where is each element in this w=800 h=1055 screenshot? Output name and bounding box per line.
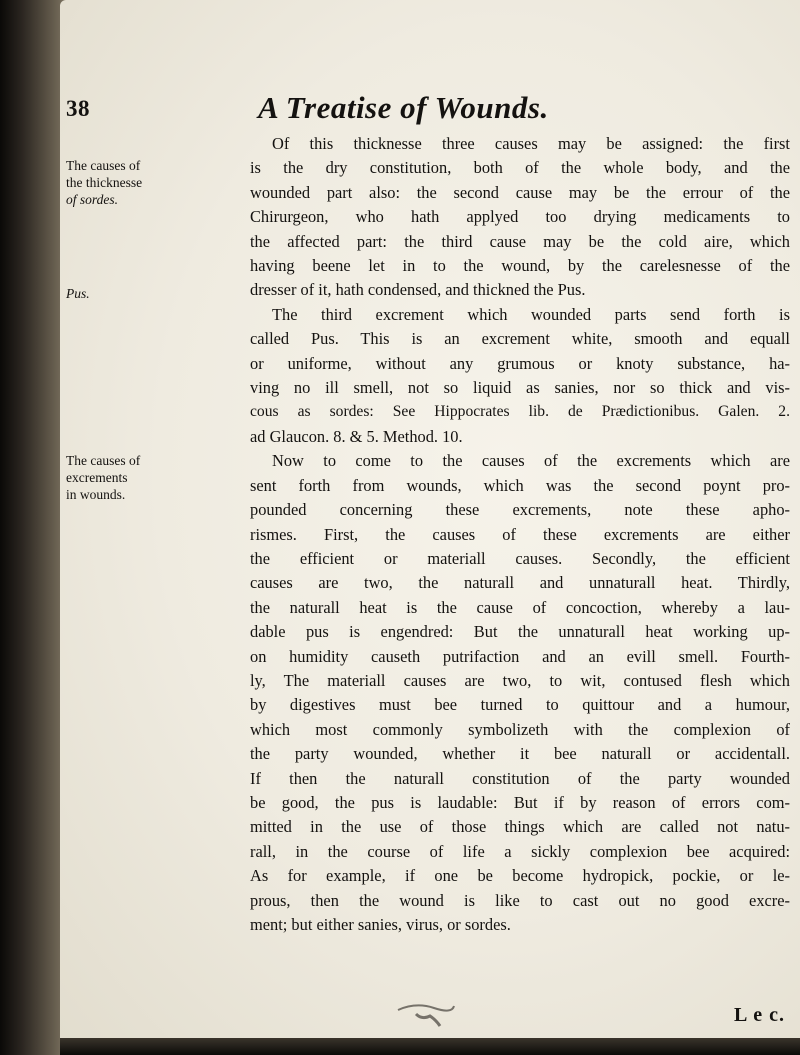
body-line: As for example, if one be become hydropick, pockie, or le- [250,866,790,886]
body-line: sent forth from wounds, which was the second poynt pro- [250,475,790,495]
margin-note-causes-of-excrements [66,452,166,503]
margin-note-line: in wounds. [66,487,126,502]
body-line: Now to come to the causes of the excrements which are [272,451,790,471]
body-line: by digestives must bee turned to quittour and a humour, [250,695,790,715]
body-line: prous, then the wound is like to cast out no good excre- [250,890,790,910]
ink-smudge-ornament [396,1000,456,1030]
body-line: having beene let in to the wound, by the carelesnesse of the [250,256,790,276]
body-line: which most commonly symbolizeth with the complexion of [250,719,790,739]
body-line: called Pus. This is an excrement white, smooth and equall [250,329,790,349]
margin-note-line: The causes of [66,453,141,468]
body-line: cous as sordes: See Hippocrates lib. de Prædictionibus. Galen. 2. [250,403,790,421]
body-line: rismes. First, the causes of these excrements are either [250,524,790,544]
body-line: dable pus is engendred: But the unnaturall heat working up- [250,622,790,642]
margin-note-line: The causes of [66,158,141,173]
body-line: pounded concerning these excrements, note these apho- [250,500,790,520]
body-line: rall, in the course of life a sickly complexion bee acquired: [250,841,790,861]
body-line: ment; but either sanies, virus, or sordes. [250,915,511,934]
margin-note-line: the thicknesse [66,175,143,190]
body-line: the affected part: the third cause may be the cold aire, which [250,231,790,251]
margin-note-pus [66,285,166,302]
body-line: the efficient or materiall causes. Secondly, the efficient [250,548,790,568]
catchword: L e c. [734,1004,785,1026]
body-line: mitted in the use of those things which are called not natu- [250,817,790,837]
page-number: 38 [66,96,90,121]
margin-note-line: of sordes. [66,192,119,207]
body-line: ving no ill smell, not so liquid as sanies, nor so thick and vis- [250,378,790,398]
body-line: or uniforme, without any grumous or knoty substance, ha- [250,353,790,373]
body-line: the naturall heat is the cause of concoction, whereby a lau- [250,597,790,617]
body-line: be good, the pus is laudable: But if by reason of errors com- [250,792,790,812]
body-line: the party wounded, whether it bee naturall or accidentall. [250,744,790,764]
body-line: is the dry constitution, both of the whole body, and the [250,158,790,178]
margin-note-line: Pus. [66,286,90,301]
body-line: dresser of it, hath condensed, and thickned the Pus. [250,280,586,300]
body-line: Of this thicknesse three causes may be assigned: the first [272,134,790,153]
body-line: If then the naturall constitution of the party wounded [250,768,790,788]
body-line: ad Glaucon. 8. & 5. Method. 10. [250,426,463,446]
body-line: wounded part also: the second cause may be the errour of the [250,182,790,202]
margin-note-causes-of-thicknesse [66,157,166,208]
body-line: Chirurgeon, who hath applyed too drying medicaments to [250,207,790,227]
margin-note-line: excrements [66,470,128,485]
body-line: The third excrement which wounded parts send forth is [272,304,790,324]
page-bottom-shadow [60,1038,800,1055]
body-text [250,132,790,937]
body-line: on humidity causeth putrifaction and an evill smell. Fourth- [250,646,790,666]
running-title: A Treatise of Wounds. [258,90,549,125]
body-line: causes are two, the naturall and unnaturall heat. Thirdly, [250,573,790,593]
body-line: ly, The materiall causes are two, to wit, contused flesh which [250,670,790,690]
